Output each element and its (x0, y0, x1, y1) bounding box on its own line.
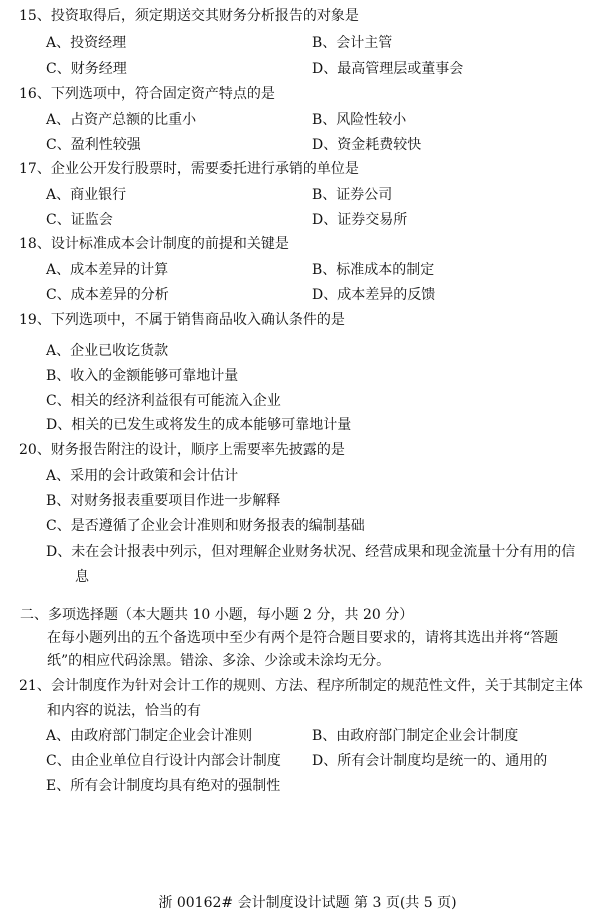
question-19-option-b: B、收入的金额能够可靠地计量 (46, 368, 239, 384)
question-18-option-c: C、成本差异的分析 (46, 287, 169, 303)
question-18-option-d: D、成本差异的反馈 (312, 287, 436, 303)
question-18-option-b: B、标准成本的制定 (312, 262, 435, 278)
question-18-option-a: A、成本差异的计算 (46, 262, 169, 278)
question-15-option-d: D、最高管理层或董事会 (312, 61, 464, 77)
question-17-option-b: B、证券公司 (312, 187, 393, 203)
question-19-option-a: A、企业已收讫货款 (46, 343, 169, 359)
question-21-option-a: A、由政府部门制定企业会计准则 (46, 728, 253, 744)
question-16-option-c: C、盈利性较强 (46, 137, 141, 153)
question-19-stem: 19、下列选项中，不属于销售商品收入确认条件的是 (19, 312, 345, 328)
question-20-option-a: A、采用的会计政策和会计估计 (46, 468, 239, 484)
question-21-option-e: E、所有会计制度均具有绝对的强制性 (46, 778, 281, 794)
question-15-option-a: A、投资经理 (46, 35, 127, 51)
question-15-option-c: C、财务经理 (46, 61, 127, 77)
question-21-stem-line1: 21、会计制度作为针对会计工作的规则、方法、程序所制定的规范性文件，关于其制定主体 (19, 678, 583, 694)
question-20-option-c: C、是否遵循了企业会计准则和财务报表的编制基础 (46, 518, 365, 534)
question-21-option-c: C、由企业单位自行设计内部会计制度 (46, 753, 281, 769)
question-17-stem: 17、企业公开发行股票时，需要委托进行承销的单位是 (19, 161, 359, 177)
section-2-note-line1: 在每小题列出的五个备选项中至少有两个是符合题目要求的，请将其选出并将“答题 (47, 630, 559, 646)
question-15-option-b: B、会计主管 (312, 35, 393, 51)
question-21-option-b: B、由政府部门制定企业会计制度 (312, 728, 519, 744)
question-20-option-d-line1: D、未在会计报表中列示，但对理解企业财务状况、经营成果和现金流量十分有用的信 (46, 544, 576, 560)
question-16-option-d: D、资金耗费较快 (312, 137, 422, 153)
question-17-option-a: A、商业银行 (46, 187, 127, 203)
question-20-stem: 20、财务报告附注的设计，顺序上需要率先披露的是 (19, 442, 345, 458)
section-2-note-line2: 纸”的相应代码涂黑。错涂、多涂、少涂或未涂均无分。 (47, 653, 391, 669)
section-2-title: 二、多项选择题（本大题共 10 小题，每小题 2 分，共 20 分） (20, 607, 414, 623)
page-footer: 浙 00162# 会计制度设计试题 第 3 页(共 5 页) (158, 895, 457, 911)
question-20-option-d-line2: 息 (75, 569, 89, 585)
question-21-option-d: D、所有会计制度均是统一的、通用的 (312, 753, 548, 769)
question-16-option-b: B、风险性较小 (312, 112, 407, 128)
question-19-option-d: D、相关的已发生或将发生的成本能够可靠地计量 (46, 417, 352, 433)
question-19-option-c: C、相关的经济利益很有可能流入企业 (46, 393, 281, 409)
question-20-option-b: B、对财务报表重要项目作进一步解释 (46, 493, 281, 509)
question-16-stem: 16、下列选项中，符合固定资产特点的是 (19, 86, 275, 102)
question-17-option-c: C、证监会 (46, 212, 113, 228)
question-17-option-d: D、证券交易所 (312, 212, 408, 228)
question-18-stem: 18、设计标准成本会计制度的前提和关键是 (19, 236, 289, 252)
question-16-option-a: A、占资产总额的比重小 (46, 112, 197, 128)
question-21-stem-line2: 和内容的说法，恰当的有 (47, 703, 201, 719)
question-15-stem: 15、投资取得后，须定期送交其财务分析报告的对象是 (19, 8, 359, 24)
